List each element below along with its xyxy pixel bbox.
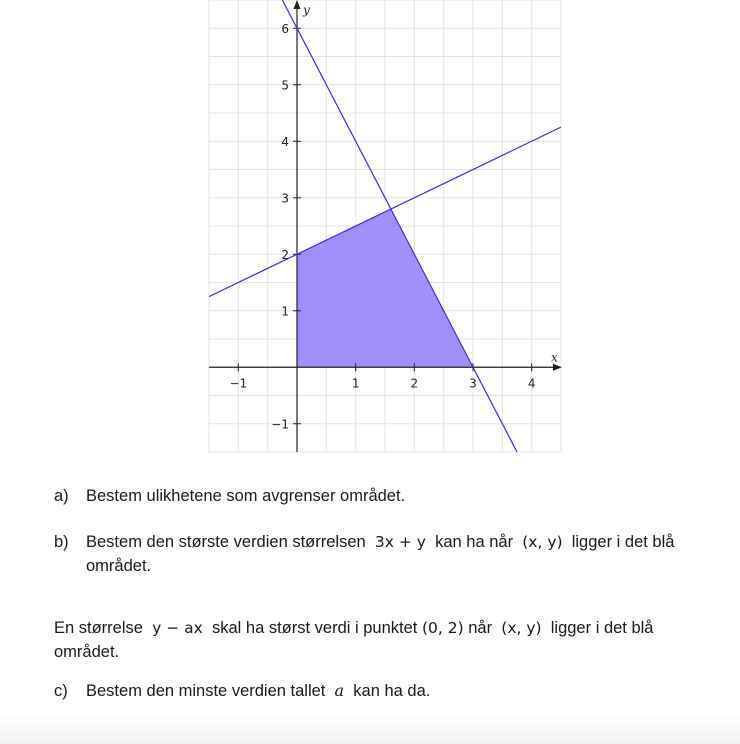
task-a — [54, 484, 694, 508]
y-tick-label: 1 — [281, 304, 289, 319]
task-b-mid: kan ha når — [435, 533, 514, 551]
x-tick-label: −1 — [229, 376, 248, 391]
page-bottom-edge — [0, 714, 740, 744]
para-pre: En størrelse — [54, 619, 143, 637]
task-b — [54, 530, 694, 578]
para-point: (x, y) — [501, 619, 542, 637]
y-tick-label: 2 — [281, 247, 289, 262]
para-mid: skal ha størst verdi i punktet — [211, 619, 418, 637]
x-tick-label: 2 — [410, 376, 419, 391]
intro-paragraph — [54, 616, 684, 664]
task-a-text: Bestem ulikhetene som avgrenser området. — [86, 487, 406, 505]
x-tick-label: 4 — [527, 376, 536, 391]
task-b-label: b) — [54, 533, 69, 551]
task-b-point: (x, y) — [522, 533, 563, 551]
task-c-post: kan ha da. — [353, 682, 431, 700]
y-tick-label: 5 — [281, 78, 289, 93]
task-b-pre: Bestem den største verdien størrelsen — [86, 533, 366, 551]
task-c — [54, 679, 694, 703]
para-post: ligger i det blå området. — [54, 619, 654, 661]
para-expression: y − ax — [152, 619, 203, 637]
y-tick-label: 3 — [281, 191, 289, 206]
task-b-post: ligger i det blå området. — [86, 533, 675, 575]
y-tick-label: −1 — [271, 417, 289, 432]
y-axis-label: y — [303, 3, 310, 17]
task-a-label: a) — [54, 487, 69, 505]
y-tick-label: 6 — [281, 21, 289, 36]
x-axis-label: x — [551, 350, 558, 365]
task-b-text — [86, 530, 696, 578]
y-tick-label: 4 — [281, 134, 289, 149]
para-point-origin: (0, 2) — [421, 619, 464, 637]
x-tick-label: 1 — [351, 376, 360, 391]
x-tick-label: 3 — [469, 376, 477, 391]
para-mid2: når — [468, 619, 493, 637]
task-c-pre: Bestem den minste verdien tallet — [86, 682, 326, 700]
task-c-label: c) — [54, 682, 68, 700]
task-c-text — [86, 679, 430, 703]
task-c-variable: a — [334, 681, 345, 700]
task-b-expression: 3x + y — [374, 533, 426, 551]
